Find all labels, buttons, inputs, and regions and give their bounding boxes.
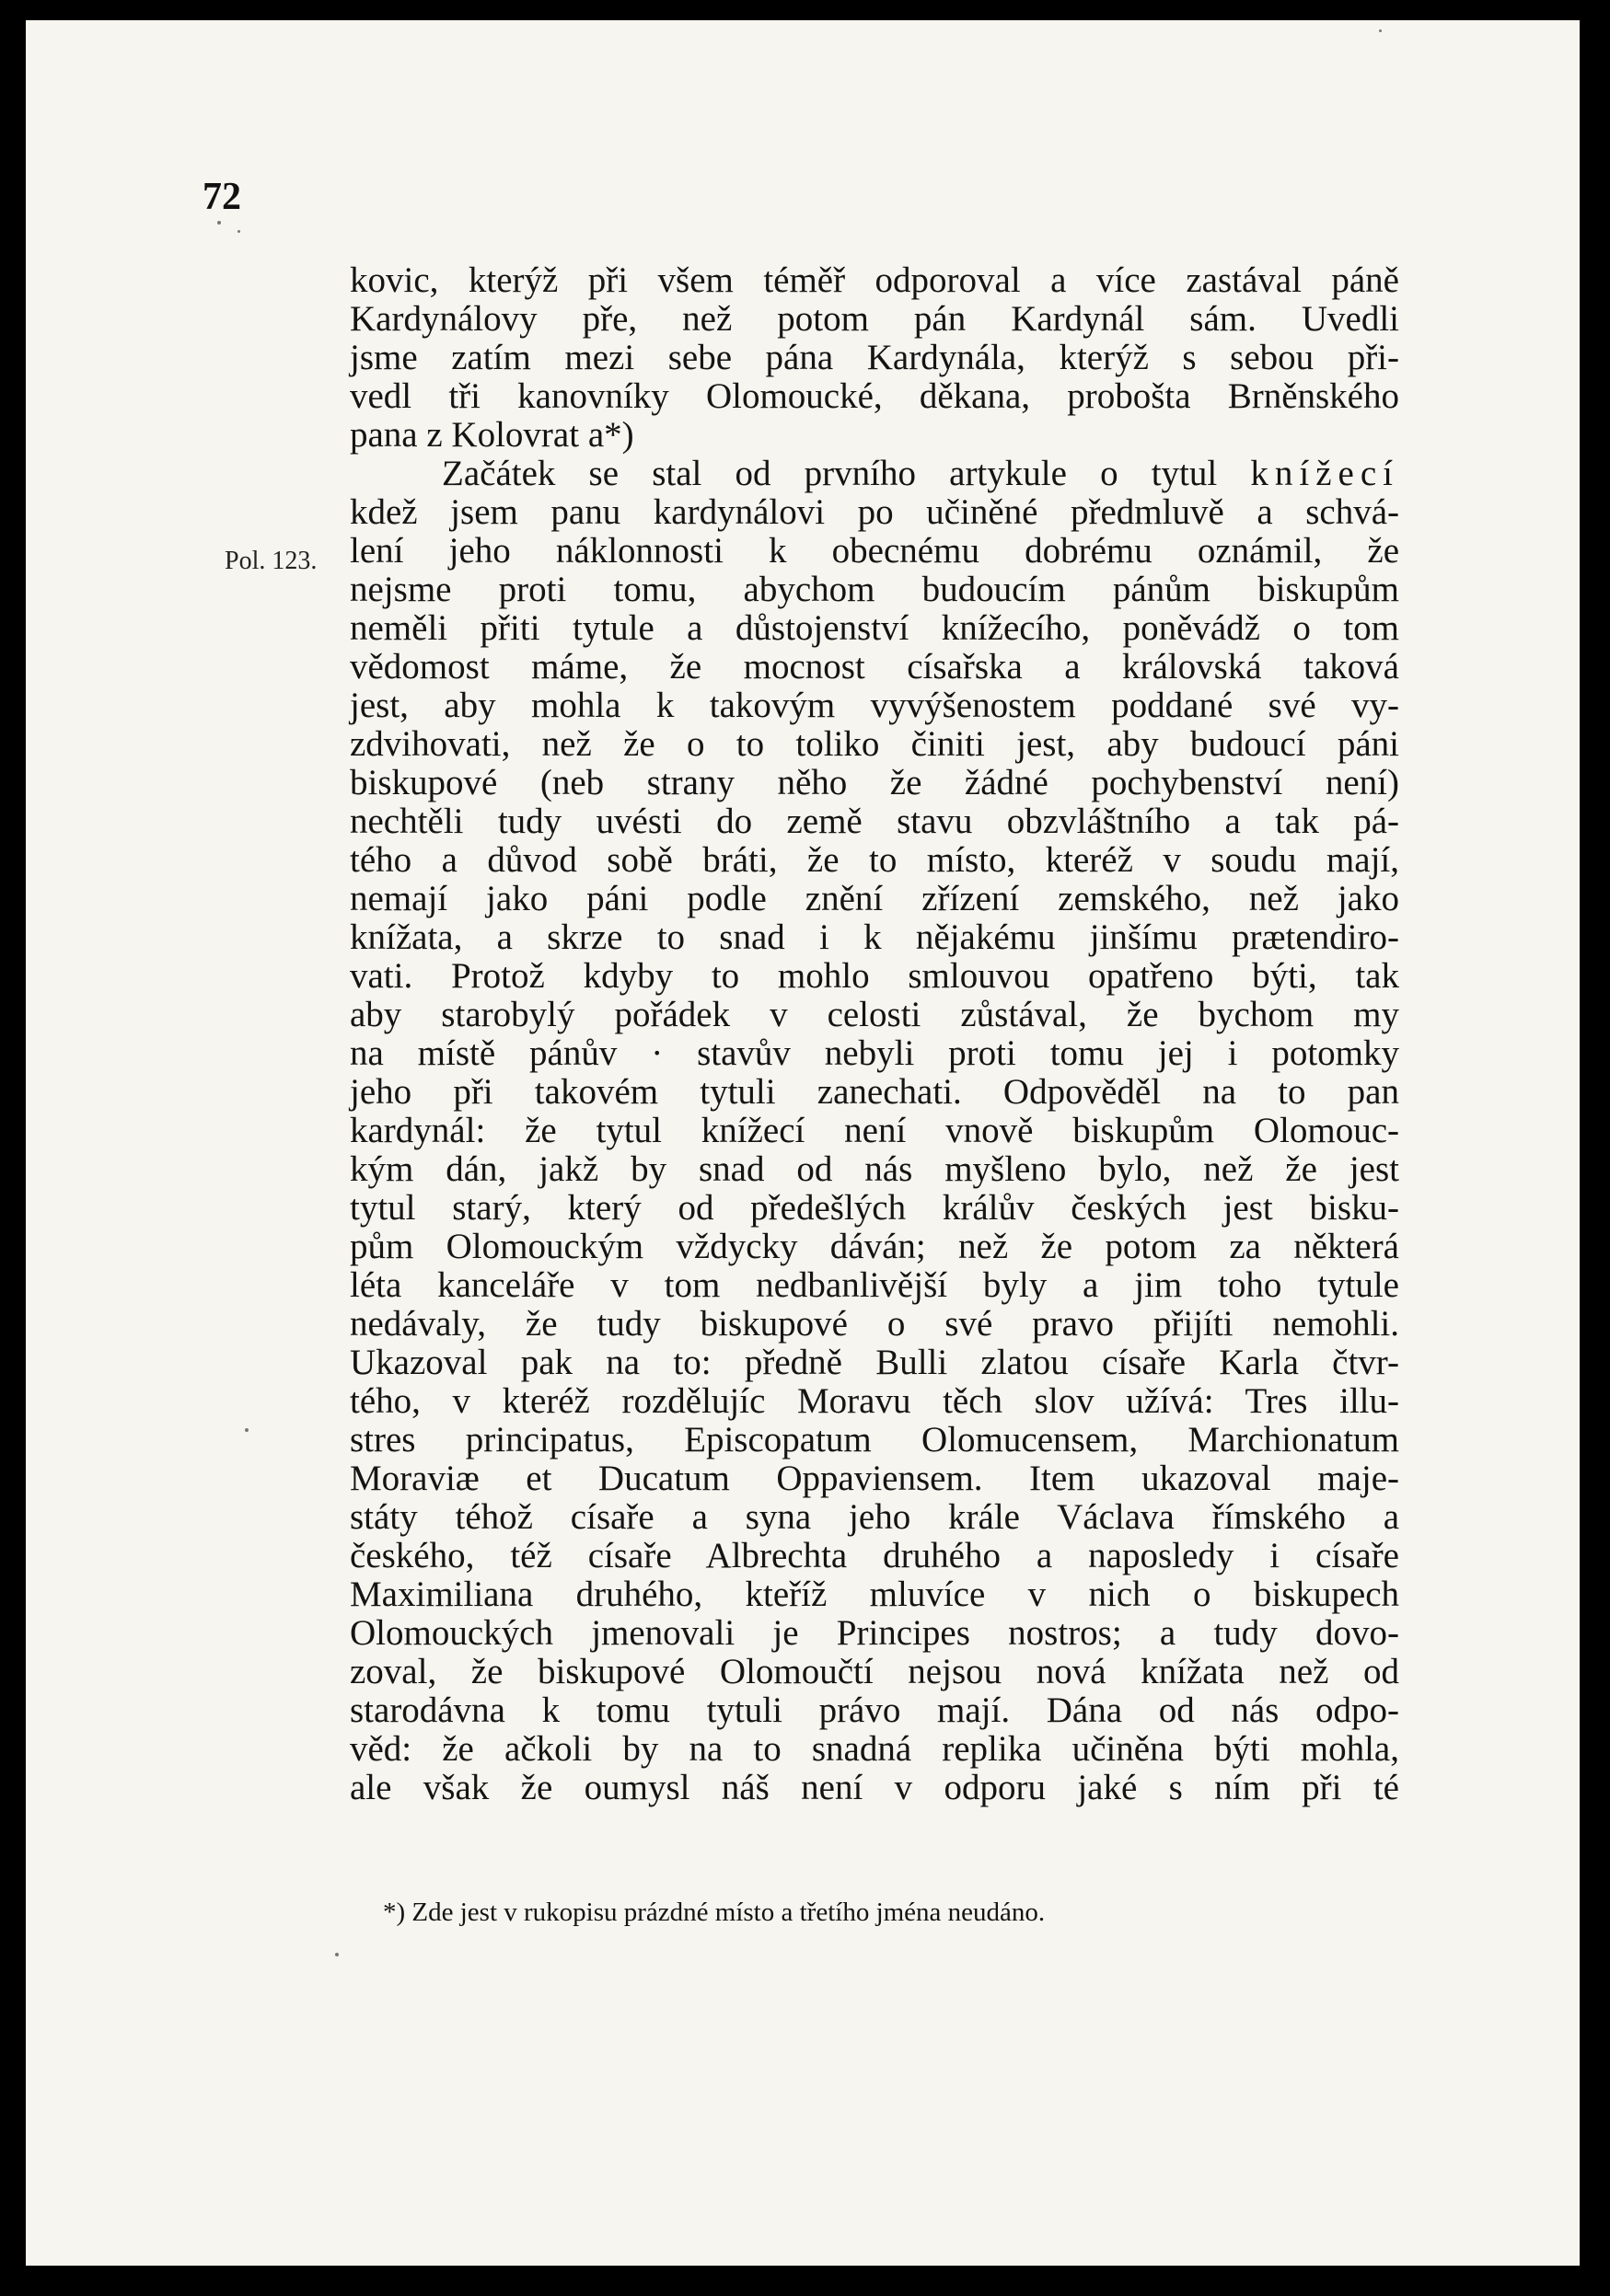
text-line: vedl tři kanovníky Olomoucké, děkana, probošta Brněnského bbox=[350, 376, 1399, 416]
text-line: Kardynálovy pře, než potom pán Kardynál sám. Uvedli bbox=[350, 299, 1399, 339]
text-line: zdvihovati, než že o to toliko činiti jest, aby budoucí páni bbox=[350, 724, 1399, 764]
text-line: tého a důvod sobě bráti, že to místo, kteréž v soudu mají, bbox=[350, 840, 1399, 880]
text-line: biskupové (neb strany něho že žádné pochybenství není) bbox=[350, 763, 1399, 802]
text-line: vati. Protož kdyby to mohlo smlouvou opatřeno býti, tak bbox=[350, 956, 1399, 996]
text-line: lení jeho náklonnosti k obecnému dobrému oznámil, že bbox=[350, 531, 1399, 571]
scan-speck bbox=[1379, 29, 1382, 32]
text-line: českého, též císaře Albrechta druhého a naposledy i císaře bbox=[350, 1536, 1399, 1575]
text-line: nedávaly, že tudy biskupové o své pravo přijíti nemohli. bbox=[350, 1304, 1399, 1344]
text-line: kovic, kterýž při všem téměř odporoval a více zastával páně bbox=[350, 260, 1399, 300]
text-line: pana z Kolovrat a*) bbox=[350, 415, 634, 455]
text-line: jeho při takovém tytuli zanechati. Odpověděl na to pan bbox=[350, 1072, 1399, 1112]
text-line: na místě pánův · stavův nebyli proti tomu jej i potomky bbox=[350, 1033, 1399, 1073]
text-line: věd: že ačkoli by na to snadná replika učiněna býti mohla, bbox=[350, 1729, 1399, 1769]
text-line: nechtěli tudy uvésti do země stavu obzvláštního a tak pá- bbox=[350, 802, 1399, 841]
text-line: Moraviæ et Ducatum Oppaviensem. Item ukazoval maje- bbox=[350, 1459, 1399, 1498]
text-line: Maximiliana druhého, kteříž mluvíce v nich o biskupech bbox=[350, 1575, 1399, 1614]
body-text bbox=[350, 261, 1399, 1807]
text-line: nemají jako páni podle znění zřízení zemského, než jako bbox=[350, 879, 1399, 918]
paragraph-start-line bbox=[350, 455, 1399, 493]
text-line: státy téhož císaře a syna jeho krále Václava římského a bbox=[350, 1497, 1399, 1537]
text-line: aby starobylý pořádek v celosti zůstával, že bychom my bbox=[350, 995, 1399, 1034]
text-line: léta kanceláře v tom nedbanlivější byly a jim toho tytule bbox=[350, 1265, 1399, 1305]
text-line: ale však že oumysl náš není v odporu jaké s ním při té bbox=[350, 1768, 1399, 1807]
scan-speck bbox=[245, 1428, 249, 1432]
document-page bbox=[26, 20, 1580, 2266]
margin-note: Pol. 123. bbox=[225, 547, 318, 575]
text-line: tytul starý, který od předešlých králův českých jest bisku- bbox=[350, 1188, 1399, 1228]
scan-speck bbox=[217, 221, 221, 225]
page-number: 72 bbox=[203, 176, 241, 218]
scan-speck bbox=[335, 1953, 339, 1956]
text-line: jest, aby mohla k takovým vyvýšenostem poddané své vy- bbox=[350, 686, 1399, 725]
text-line: Ukazoval pak na to: předně Bulli zlatou císaře Karla čtvr- bbox=[350, 1343, 1399, 1382]
text-line: starodávna k tomu tytuli právo mají. Dána od nás odpo- bbox=[350, 1690, 1399, 1730]
text-line: stres principatus, Episcopatum Olomucensem, Marchionatum bbox=[350, 1420, 1399, 1460]
footnote: *) Zde jest v rukopisu prázdné místo a třetího jména neudáno. bbox=[383, 1898, 1046, 1927]
text-line: jsme zatím mezi sebe pána Kardynála, kterýž s sebou při- bbox=[350, 338, 1399, 377]
text-line: vědomost máme, že mocnost císařska a královská taková bbox=[350, 647, 1399, 686]
text-line: Olomouckých jmenovali je Principes nostros; a tudy dovo- bbox=[350, 1613, 1399, 1653]
text-line: kým dán, jakž by snad od nás myšleno bylo, než že jest bbox=[350, 1149, 1399, 1189]
spaced-word: knížecí bbox=[1250, 454, 1399, 493]
text-line: nejsme proti tomu, abychom budoucím pánům biskupům bbox=[350, 570, 1399, 609]
text-line: neměli přiti tytule a důstojenství knížecího, poněvádž o tom bbox=[350, 608, 1399, 648]
text-line: zoval, že biskupové Olomoučtí nejsou nová knížata než od bbox=[350, 1652, 1399, 1691]
text-line: tého, v kteréž rozdělujíc Moravu těch slov užívá: Tres illu- bbox=[350, 1381, 1399, 1421]
text-line: knížata, a skrze to snad i k nějakému jinšímu prætendiro- bbox=[350, 917, 1399, 957]
scan-speck bbox=[237, 230, 240, 233]
text-line: kdež jsem panu kardynálovi po učiněné předmluvě a schvá- bbox=[350, 492, 1399, 532]
text-fragment: Začátek se stal od prvního artykule o tytul bbox=[442, 454, 1218, 493]
text-line: kardynál: že tytul knížecí není vnově biskupům Olomouc- bbox=[350, 1111, 1399, 1150]
text-line: pům Olomouckým vždycky dáván; než že potom za některá bbox=[350, 1227, 1399, 1266]
